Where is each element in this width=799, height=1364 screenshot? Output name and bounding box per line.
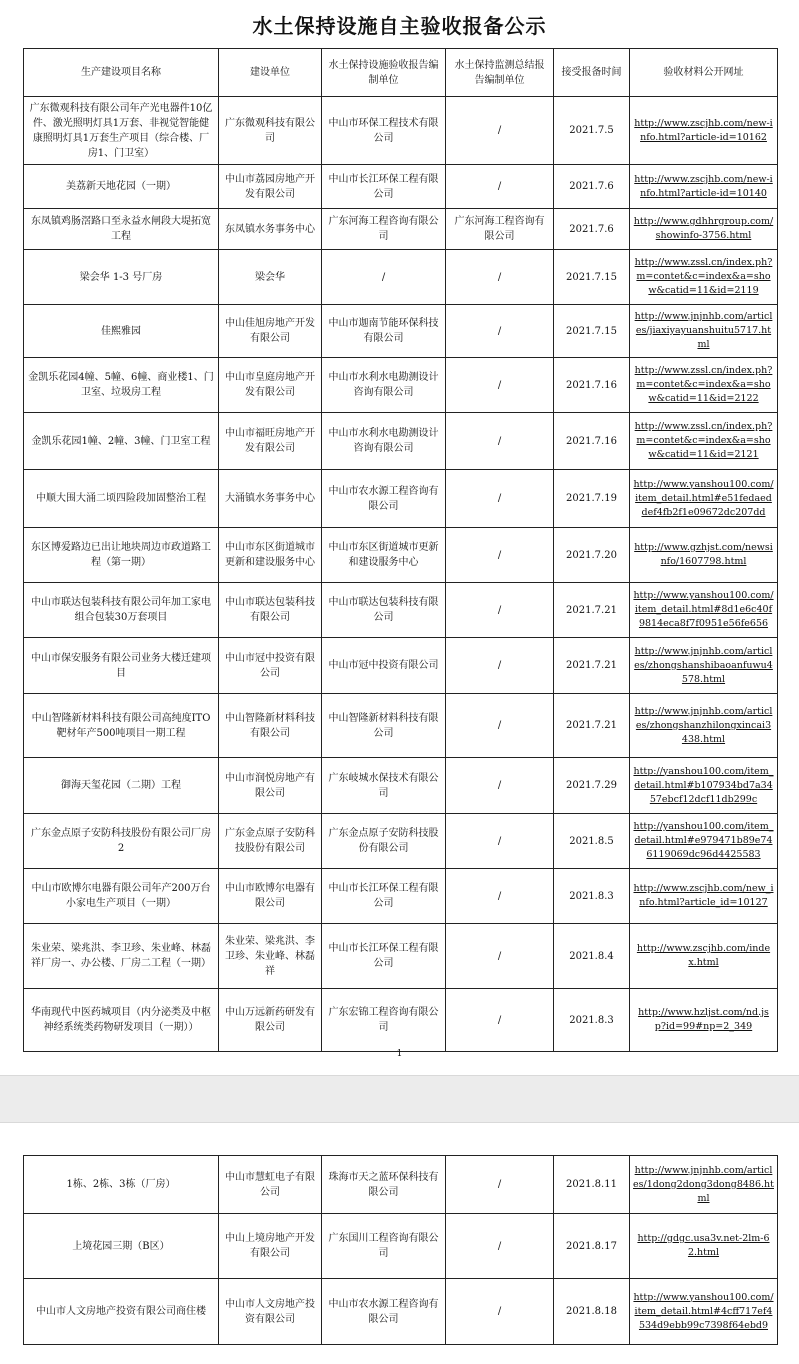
cell-monitor-unit: 广东河海工程咨询有限公司 — [446, 209, 554, 250]
cell-report-unit: 广东金点原子安防科技股份有限公司 — [322, 814, 446, 869]
cell-url — [630, 1279, 778, 1345]
url-link[interactable]: http://www.yanshou100.com/item_detail.html#8d1e6c40f9814eca8f7f0951e56fe656 — [633, 590, 774, 629]
cell-filing-date: 2021.7.16 — [554, 358, 630, 413]
table-row — [24, 1214, 778, 1279]
cell-project-name: 中顺大围大涌二顷四险段加固整治工程 — [24, 470, 219, 528]
cell-filing-date: 2021.7.6 — [554, 165, 630, 209]
table-row — [24, 165, 778, 209]
table-row — [24, 250, 778, 305]
table-row — [24, 470, 778, 528]
url-link[interactable]: http://www.zscjhb.com/new_info.html?article_id=10127 — [633, 883, 774, 908]
table-row — [24, 924, 778, 989]
table-row — [24, 209, 778, 250]
page-number: 1 — [396, 1049, 403, 1059]
cell-construction-unit: 中山市福旺房地产开发有限公司 — [219, 413, 322, 470]
cell-monitor-unit: / — [446, 1279, 554, 1345]
cell-project-name: 金凯乐花园4幢、5幢、6幢、商业楼1、门卫室、垃圾房工程 — [24, 358, 219, 413]
cell-filing-date: 2021.7.29 — [554, 758, 630, 814]
url-link[interactable]: http://www.jnjnhb.com/articles/zhongshanzhilongxincai3438.html — [634, 705, 773, 745]
cell-report-unit: 中山市迦南节能环保科技有限公司 — [322, 305, 446, 358]
cell-report-unit: 中山市水利水电勘测设计咨询有限公司 — [322, 413, 446, 470]
cell-project-name: 朱业荣、梁兆洪、李卫珍、朱业峰、林磊祥厂房一、办公楼、厂房二工程（一期） — [24, 924, 219, 989]
cell-construction-unit: 中山佳旭房地产开发有限公司 — [219, 305, 322, 358]
cell-monitor-unit: / — [446, 250, 554, 305]
cell-construction-unit: 中山市冠中投资有限公司 — [219, 638, 322, 694]
cell-monitor-unit: / — [446, 583, 554, 638]
table-row — [24, 758, 778, 814]
cell-construction-unit: 中山市联达包装科技有限公司 — [219, 583, 322, 638]
cell-url — [630, 528, 778, 583]
cell-filing-date: 2021.7.21 — [554, 638, 630, 694]
cell-report-unit: 广东宏锦工程咨询有限公司 — [322, 989, 446, 1052]
header-construction-unit: 建设单位 — [219, 49, 322, 97]
cell-filing-date: 2021.7.20 — [554, 528, 630, 583]
cell-construction-unit: 东凤镇水务事务中心 — [219, 209, 322, 250]
cell-project-name: 东区博爱路边已出让地块周边市政道路工程（第一期） — [24, 528, 219, 583]
cell-monitor-unit: / — [446, 814, 554, 869]
url-link[interactable]: http://yanshou100.com/item_detail.html#e979471b89e746119069dc96d4425583 — [633, 821, 774, 860]
cell-filing-date: 2021.8.11 — [554, 1156, 630, 1214]
cell-project-name: 御海天玺花园（二期）工程 — [24, 758, 219, 814]
cell-filing-date: 2021.7.21 — [554, 694, 630, 758]
url-link[interactable]: http://www.hzljst.com/nd.jsp?id=99#np=2_349 — [638, 1007, 769, 1032]
cell-report-unit: 中山智隆新材料科技有限公司 — [322, 694, 446, 758]
cell-project-name: 中山市联达包装科技有限公司年加工家电组合包装30万套项目 — [24, 583, 219, 638]
cell-project-name: 美荔新天地花园（一期） — [24, 165, 219, 209]
cell-construction-unit: 广东微观科技有限公司 — [219, 97, 322, 165]
cell-url — [630, 358, 778, 413]
cell-filing-date: 2021.7.15 — [554, 305, 630, 358]
cell-monitor-unit: / — [446, 1214, 554, 1279]
table-row — [24, 583, 778, 638]
cell-url — [630, 165, 778, 209]
cell-url — [630, 924, 778, 989]
cell-monitor-unit: / — [446, 869, 554, 924]
cell-url — [630, 694, 778, 758]
table-row — [24, 869, 778, 924]
cell-project-name: 华南现代中医药城项目（内分泌类及中枢神经系统类药物研发项目（一期）） — [24, 989, 219, 1052]
cell-report-unit: 广东国川工程咨询有限公司 — [322, 1214, 446, 1279]
cell-url — [630, 989, 778, 1052]
cell-url — [630, 209, 778, 250]
document-page-2 — [0, 1123, 799, 1364]
cell-url — [630, 413, 778, 470]
url-link[interactable]: http://gdgc.usa3v.net-2lm-62.html — [637, 1233, 770, 1258]
cell-construction-unit: 中山万远新药研发有限公司 — [219, 989, 322, 1052]
cell-report-unit: 广东岐城水保技术有限公司 — [322, 758, 446, 814]
cell-report-unit: 中山市长江环保工程有限公司 — [322, 869, 446, 924]
cell-report-unit: 中山市冠中投资有限公司 — [322, 638, 446, 694]
cell-project-name: 中山市欧博尔电器有限公司年产200万台小家电生产项目（一期） — [24, 869, 219, 924]
cell-url — [630, 869, 778, 924]
table-row — [24, 638, 778, 694]
cell-project-name: 佳熙雅园 — [24, 305, 219, 358]
cell-construction-unit: 大涌镇水务事务中心 — [219, 470, 322, 528]
cell-report-unit: 中山市长江环保工程有限公司 — [322, 165, 446, 209]
cell-url — [630, 250, 778, 305]
cell-monitor-unit: / — [446, 1156, 554, 1214]
cell-project-name: 中山智隆新材料科技有限公司高纯度ITO靶材年产500吨项目一期工程 — [24, 694, 219, 758]
table-row — [24, 305, 778, 358]
table-row — [24, 814, 778, 869]
cell-monitor-unit: / — [446, 470, 554, 528]
cell-url — [630, 1214, 778, 1279]
cell-report-unit: 广东河海工程咨询有限公司 — [322, 209, 446, 250]
cell-construction-unit: 中山市荔园房地产开发有限公司 — [219, 165, 322, 209]
header-public-url: 验收材料公开网址 — [630, 49, 778, 97]
cell-report-unit: 中山市环保工程技术有限公司 — [322, 97, 446, 165]
cell-report-unit: / — [322, 250, 446, 305]
header-project-name: 生产建设项目名称 — [24, 49, 219, 97]
cell-filing-date: 2021.8.18 — [554, 1279, 630, 1345]
cell-filing-date: 2021.7.21 — [554, 583, 630, 638]
cell-filing-date: 2021.8.17 — [554, 1214, 630, 1279]
cell-monitor-unit: / — [446, 528, 554, 583]
cell-url — [630, 758, 778, 814]
cell-monitor-unit: / — [446, 97, 554, 165]
filing-table — [23, 48, 778, 1052]
cell-project-name: 广东微观科技有限公司年产光电器件10亿件、激光照明灯具1万套、非视觉智能健康照明灯具1万套生产项目（综合楼、厂房1、门卫室） — [24, 97, 219, 165]
cell-construction-unit: 中山市东区街道城市更新和建设服务中心 — [219, 528, 322, 583]
cell-url — [630, 638, 778, 694]
table-row — [24, 413, 778, 470]
cell-filing-date: 2021.7.19 — [554, 470, 630, 528]
cell-project-name: 东凤镇鸡肠滘路口至永益水闸段大堤拓宽工程 — [24, 209, 219, 250]
table-row — [24, 528, 778, 583]
cell-filing-date: 2021.7.16 — [554, 413, 630, 470]
cell-url — [630, 470, 778, 528]
cell-monitor-unit: / — [446, 758, 554, 814]
cell-construction-unit: 朱业荣、梁兆洪、李卫珍、朱业峰、林磊祥 — [219, 924, 322, 989]
cell-monitor-unit: / — [446, 413, 554, 470]
cell-report-unit: 中山市水利水电勘测设计咨询有限公司 — [322, 358, 446, 413]
url-link[interactable]: http://www.jnjnhb.com/articles/jiaxiyayuanshuitu5717.html — [634, 311, 773, 350]
url-link[interactable]: http://www.jnjnhb.com/articles/1dong2dong3dong8486.html — [633, 1164, 774, 1204]
page-separator — [0, 1075, 799, 1123]
cell-project-name: 中山市人文房地产投资有限公司商住楼 — [24, 1279, 219, 1345]
page-title: 水土保持设施自主验收报备公示 — [252, 14, 547, 38]
url-link[interactable]: http://yanshou100.com/item_detail.html#b107934bd7a3457ebcf12dcf11db299c — [633, 765, 774, 805]
cell-construction-unit: 梁会华 — [219, 250, 322, 305]
cell-monitor-unit: / — [446, 638, 554, 694]
cell-report-unit: 中山市东区街道城市更新和建设服务中心 — [322, 528, 446, 583]
url-link[interactable]: http://www.zssl.cn/index.ph?m=contet&c=index&a=show&catid=11&id=2122 — [634, 365, 773, 404]
table-row — [24, 97, 778, 165]
cell-project-name: 金凯乐花园1幢、2幢、3幢、门卫室工程 — [24, 413, 219, 470]
cell-report-unit: 中山市农水源工程咨询有限公司 — [322, 1279, 446, 1345]
cell-monitor-unit: / — [446, 924, 554, 989]
cell-report-unit: 中山市农水源工程咨询有限公司 — [322, 470, 446, 528]
cell-construction-unit: 中山智隆新材料科技有限公司 — [219, 694, 322, 758]
cell-project-name: 梁会华 1-3 号厂房 — [24, 250, 219, 305]
cell-monitor-unit: / — [446, 305, 554, 358]
url-link[interactable]: http://www.yanshou100.com/item_detail.html#4cff717ef4534d9ebb99c7398f64ebd9 — [633, 1291, 774, 1331]
filing-table-continued — [23, 1155, 778, 1345]
url-link[interactable]: http://www.zssl.cn/index.ph?m=contet&c=index&a=show&catid=11&id=2121 — [634, 421, 773, 460]
url-link[interactable]: http://www.zscjhb.com/index.html — [636, 943, 771, 968]
header-filing-date: 接受报备时间 — [554, 49, 630, 97]
table-row — [24, 358, 778, 413]
url-link[interactable]: http://www.zscjhb.com/new-info.html?article-id=10140 — [634, 173, 773, 199]
table-header-row — [24, 49, 778, 97]
cell-construction-unit: 中山市欧博尔电器有限公司 — [219, 869, 322, 924]
cell-project-name: 1栋、2栋、3栋（厂房） — [24, 1156, 219, 1214]
cell-construction-unit: 中山市慧虹电子有限公司 — [219, 1156, 322, 1214]
cell-monitor-unit: / — [446, 989, 554, 1052]
url-link[interactable]: http://www.gzhjst.com/newsinfo/1607798.html — [634, 542, 773, 567]
cell-project-name: 上境花园三期（B区） — [24, 1214, 219, 1279]
cell-filing-date: 2021.7.15 — [554, 250, 630, 305]
cell-project-name: 广东金点原子安防科技股份有限公司厂房2 — [24, 814, 219, 869]
cell-report-unit: 中山市联达包装科技有限公司 — [322, 583, 446, 638]
cell-monitor-unit: / — [446, 694, 554, 758]
cell-url — [630, 97, 778, 165]
table-row — [24, 1156, 778, 1214]
cell-filing-date: 2021.8.3 — [554, 869, 630, 924]
cell-filing-date: 2021.7.6 — [554, 209, 630, 250]
url-link[interactable]: http://www.gdhhrgroup.com/showinfo-3756.html — [633, 216, 774, 241]
table-row — [24, 1279, 778, 1345]
url-link[interactable]: http://www.zssl.cn/index.ph?m=contet&c=index&a=show&catid=11&id=2119 — [634, 257, 773, 296]
cell-report-unit: 中山市长江环保工程有限公司 — [322, 924, 446, 989]
cell-url — [630, 814, 778, 869]
cell-filing-date: 2021.8.3 — [554, 989, 630, 1052]
cell-construction-unit: 中山上境房地产开发有限公司 — [219, 1214, 322, 1279]
cell-url — [630, 305, 778, 358]
cell-url — [630, 583, 778, 638]
cell-url — [630, 1156, 778, 1214]
header-report-unit: 水土保持设施验收报告编制单位 — [322, 49, 446, 97]
url-link[interactable]: http://www.zscjhb.com/new-info.html?article-id=10162 — [634, 117, 773, 143]
header-monitor-unit: 水土保持监测总结报告编制单位 — [446, 49, 554, 97]
cell-construction-unit: 中山市润悦房地产有限公司 — [219, 758, 322, 814]
url-link[interactable]: http://www.yanshou100.com/item_detail.html#e51fedaeddef4fb2f1e09672dc207dd — [633, 478, 774, 518]
cell-monitor-unit: / — [446, 358, 554, 413]
table-row — [24, 989, 778, 1052]
cell-filing-date: 2021.8.4 — [554, 924, 630, 989]
cell-construction-unit: 中山市人文房地产投资有限公司 — [219, 1279, 322, 1345]
cell-report-unit: 珠海市天之蓝环保科技有限公司 — [322, 1156, 446, 1214]
cell-construction-unit: 中山市皇庭房地产开发有限公司 — [219, 358, 322, 413]
cell-construction-unit: 广东金点原子安防科技股份有限公司 — [219, 814, 322, 869]
cell-project-name: 中山市保安服务有限公司业务大楼迁建项目 — [24, 638, 219, 694]
cell-monitor-unit: / — [446, 165, 554, 209]
url-link[interactable]: http://www.jnjnhb.com/articles/zhongshanshibaoanfuwu4578.html — [634, 645, 773, 685]
cell-filing-date: 2021.7.5 — [554, 97, 630, 165]
cell-filing-date: 2021.8.5 — [554, 814, 630, 869]
table-row — [24, 694, 778, 758]
